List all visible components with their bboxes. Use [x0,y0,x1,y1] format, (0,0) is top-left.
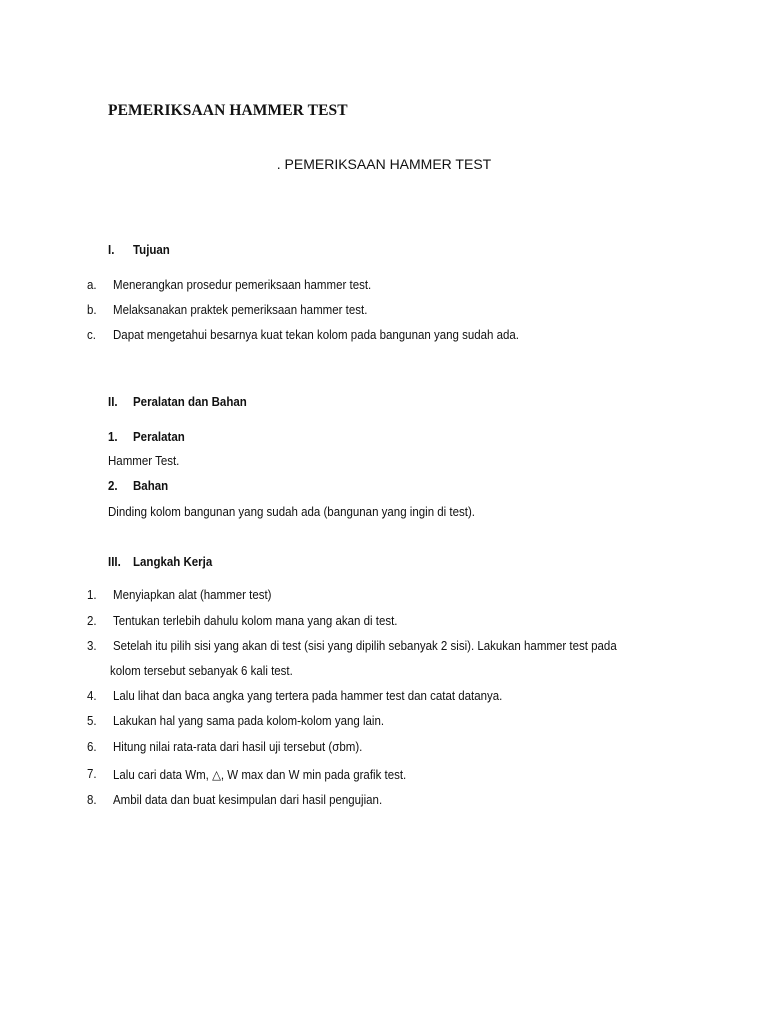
list-marker: 3. [87,639,97,653]
list-marker: 4. [87,689,97,703]
subsection-heading: Peralatan [133,430,185,444]
subsection-text: Hammer Test. [108,454,180,468]
list-text: Melaksanakan praktek pemeriksaan hammer test. [113,303,368,317]
subsection-text: Dinding kolom bangunan yang sudah ada (bangunan yang ingin di test). [108,505,475,519]
list-marker: 7. [87,767,97,781]
document-title: PEMERIKSAAN HAMMER TEST [108,102,348,119]
list-text: Setelah itu pilih sisi yang akan di test (sisi yang dipilih sebanyak 2 sisi). Lakukan hammer test pada [113,639,617,653]
list-text: Lakukan hal yang sama pada kolom-kolom yang lain. [113,714,385,728]
list-marker: 5. [87,714,97,728]
list-marker: 6. [87,740,97,754]
list-text: Menerangkan prosedur pemeriksaan hammer test. [113,278,372,292]
list-marker: 1. [87,588,97,602]
subsection-heading: Bahan [133,479,169,493]
section-number: II. [108,395,118,409]
list-text: Lalu lihat dan baca angka yang tertera pada hammer test dan catat datanya. [113,689,503,703]
section-number: III. [108,555,121,569]
subsection-number: 1. [108,430,118,444]
list-text: Dapat mengetahui besarnya kuat tekan kolom pada bangunan yang sudah ada. [113,328,519,342]
subsection-number: 2. [108,479,118,493]
list-marker: a. [87,278,97,292]
list-marker: 2. [87,614,97,628]
list-marker: c. [87,328,96,342]
list-text: Ambil data dan buat kesimpulan dari hasil pengujian. [113,793,383,807]
list-marker: 8. [87,793,97,807]
section-heading: Tujuan [133,243,170,257]
list-text: Lalu cari data Wm, △, W max dan W min pada grafik test. [113,768,407,782]
section-number: I. [108,243,115,257]
section-heading: Peralatan dan Bahan [133,395,247,409]
list-text-continuation: kolom tersebut sebanyak 6 kali test. [110,664,293,678]
document-subtitle: . PEMERIKSAAN HAMMER TEST [276,156,492,172]
section-heading: Langkah Kerja [133,555,213,569]
list-marker: b. [87,303,97,317]
list-text: Hitung nilai rata-rata dari hasil uji tersebut (σbm). [113,740,363,754]
list-text: Tentukan terlebih dahulu kolom mana yang akan di test. [113,614,398,628]
list-text: Menyiapkan alat (hammer test) [113,588,272,602]
